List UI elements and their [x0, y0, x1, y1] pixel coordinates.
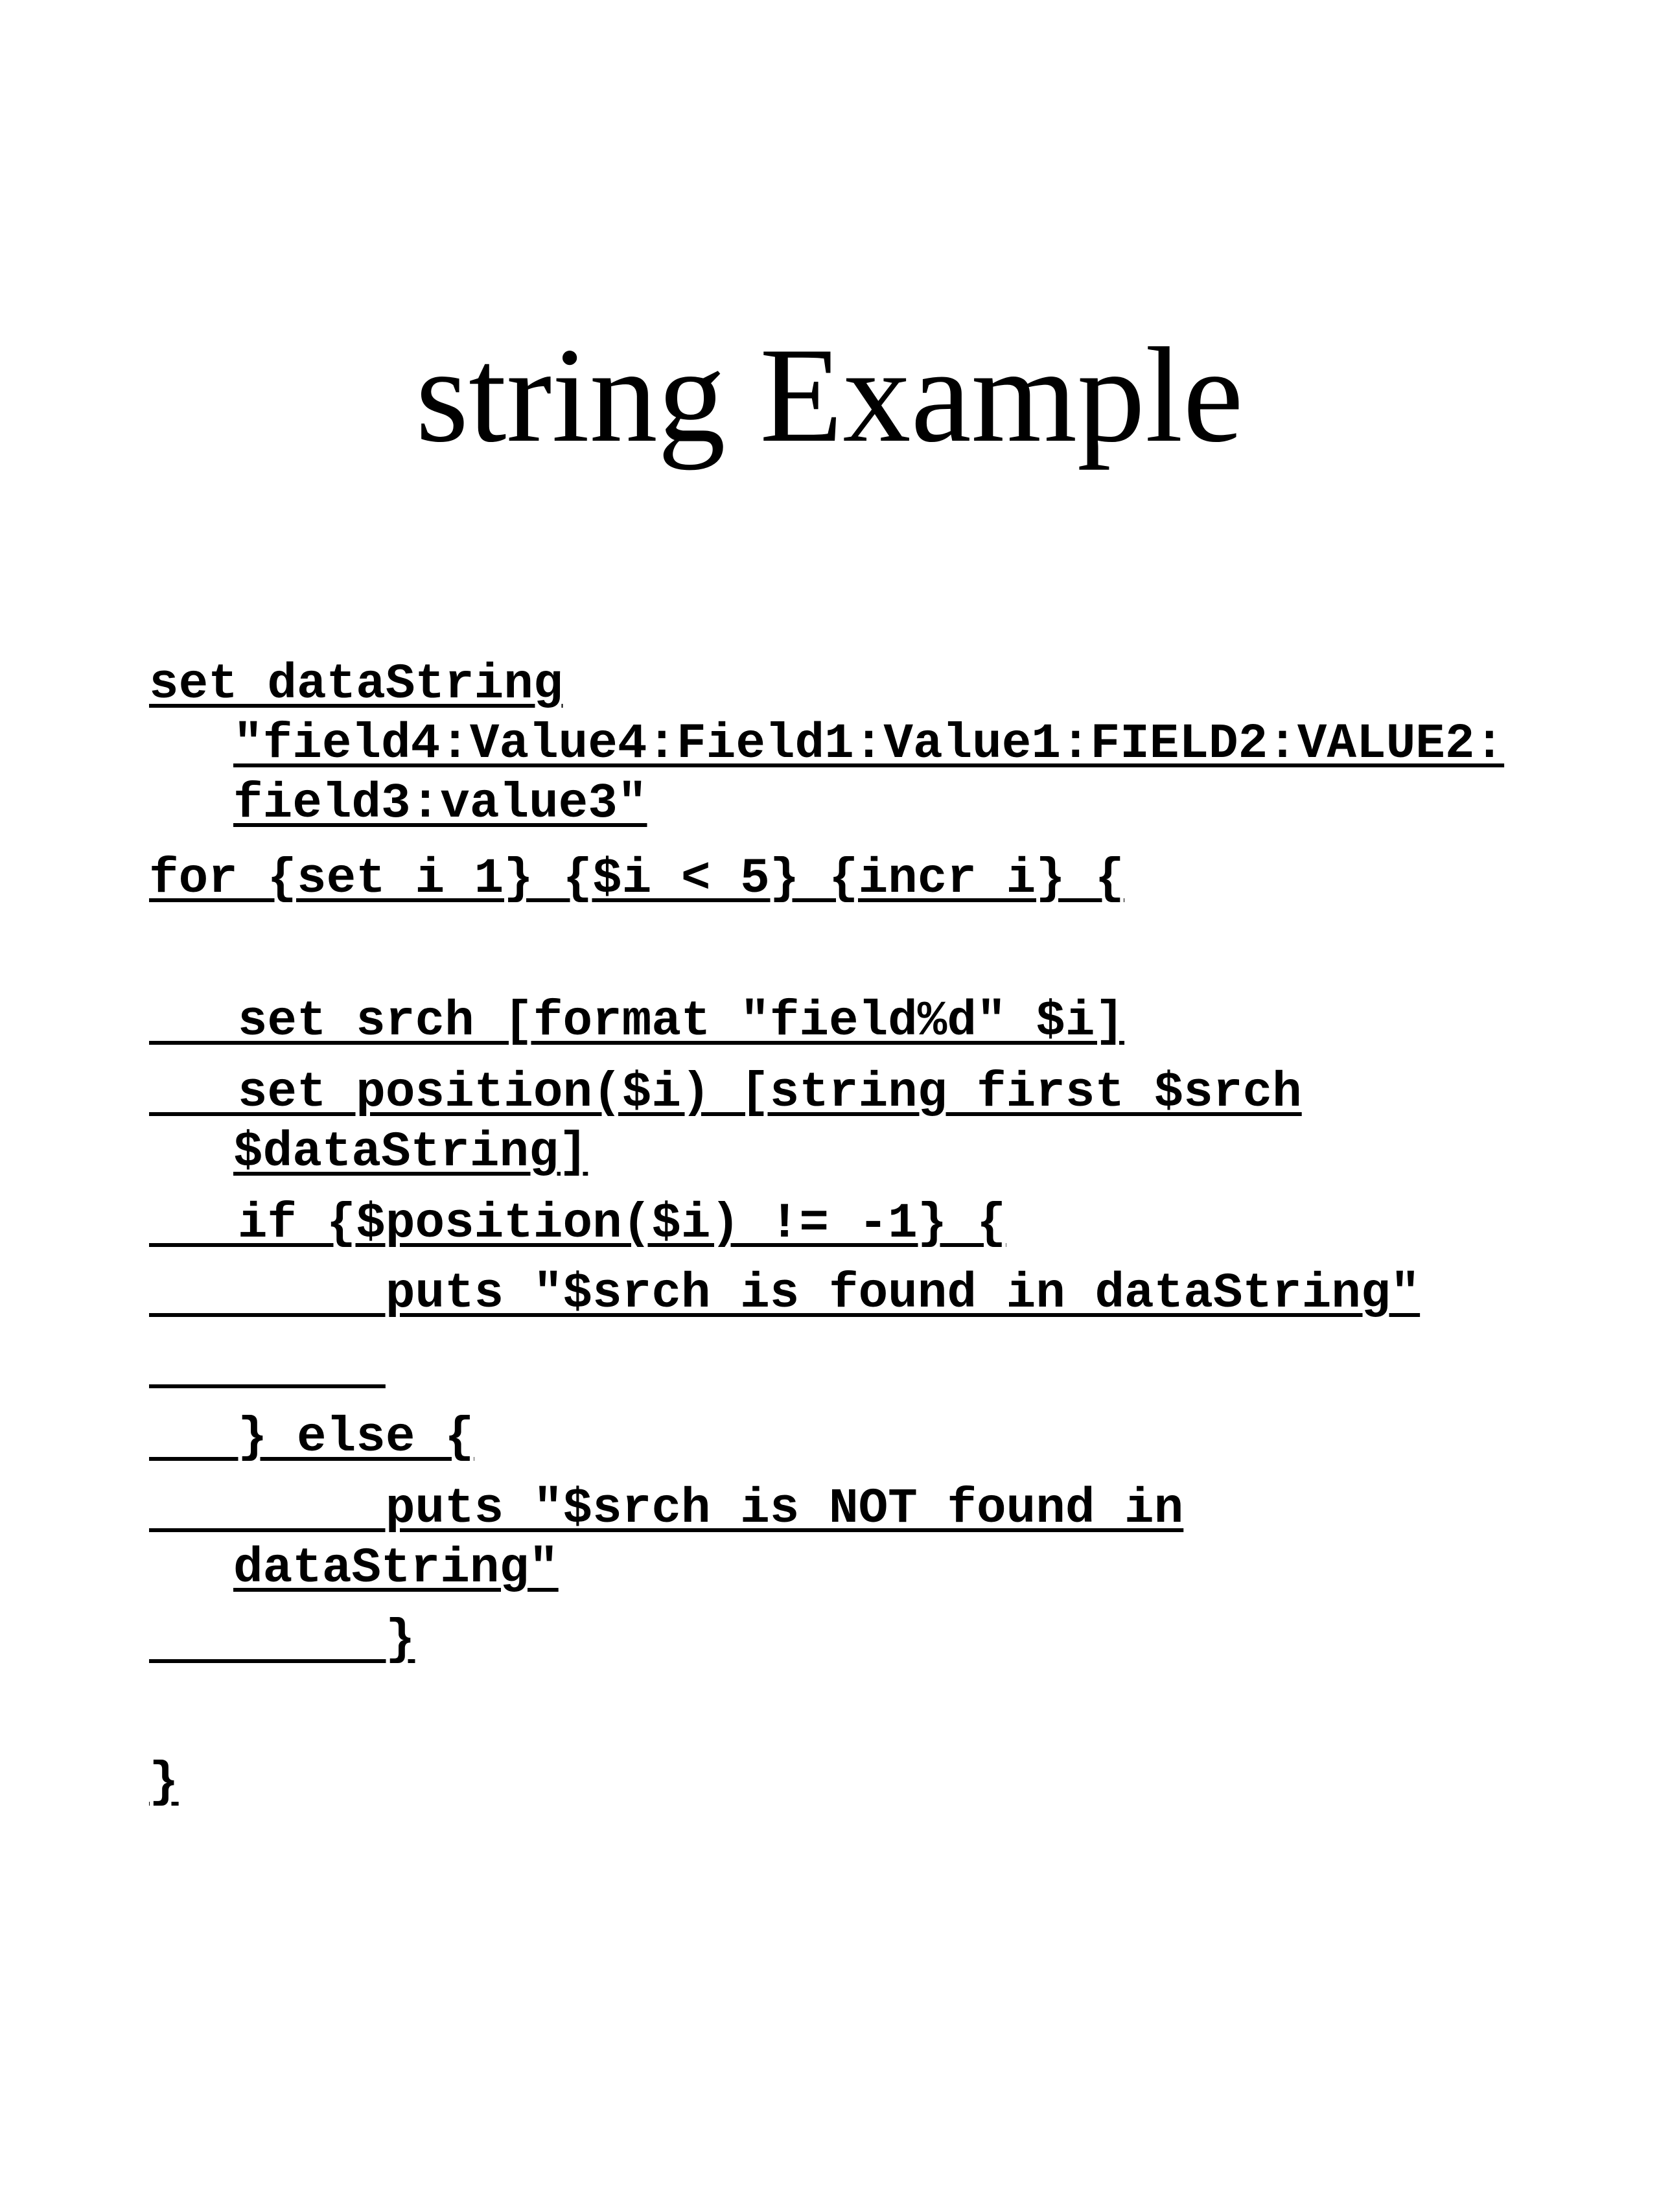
code-line: set position($i) [string first $srch	[149, 1065, 1302, 1121]
code-line: }	[149, 1754, 179, 1810]
code-line: puts "$srch is NOT found in	[149, 1481, 1184, 1537]
slide-title: string Example	[415, 320, 1244, 471]
code-line: field3:value3"	[233, 776, 647, 832]
code-line: }	[149, 1612, 415, 1668]
code-line: } else {	[149, 1410, 474, 1465]
code-line: if {$position($i) != -1} {	[149, 1196, 1006, 1252]
code-line: set dataString	[149, 657, 563, 712]
code-line: puts "$srch is found in dataString"	[149, 1266, 1421, 1321]
code-line: set srch [format "field%d" $i]	[149, 994, 1125, 1049]
code-line: for {set i 1} {$i < 5} {incr i} {	[149, 851, 1125, 907]
code-line: dataString"	[233, 1541, 559, 1596]
code-line: $dataString]	[233, 1124, 588, 1180]
code-line: "field4:Value4:Field1:Value1:FIELD2:VALUE2:	[233, 716, 1505, 772]
code-line	[149, 1335, 386, 1395]
